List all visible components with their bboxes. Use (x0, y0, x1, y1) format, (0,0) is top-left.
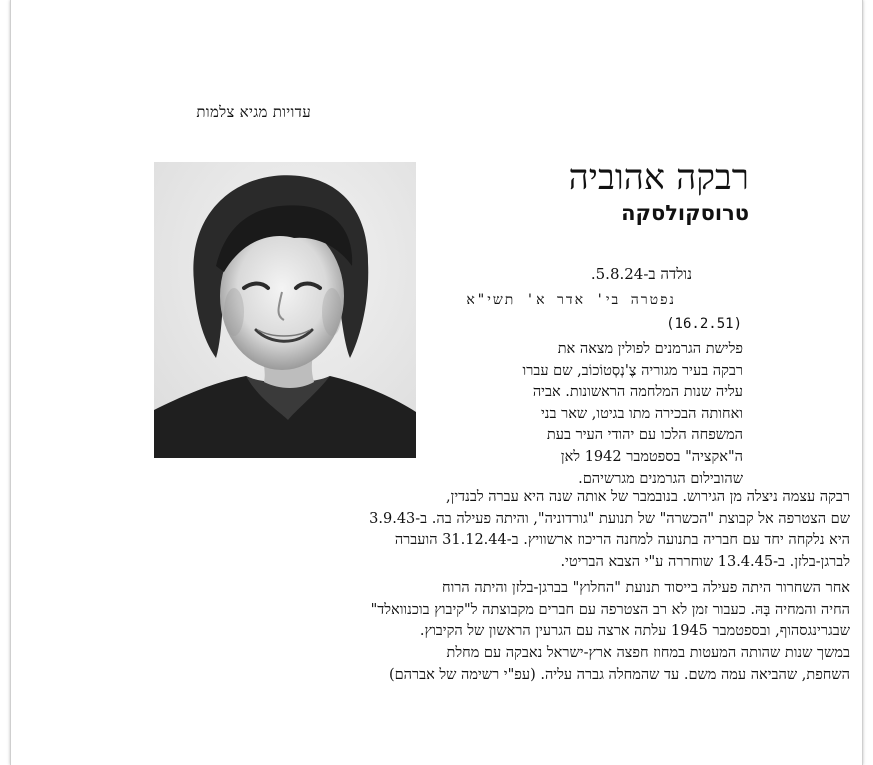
text-line: ה"אקציה" בספטמבר 1942 לאן (560, 448, 743, 465)
death-date-gregorian: (16.2.51) (666, 316, 742, 332)
person-surname: טרוסקולסקה (621, 201, 749, 225)
paragraph-4 (140, 643, 850, 686)
text-line: שם הצטרפה אל קבוצת "הכשרה" של תנועת "גורדוניה", והיתה פעילה בה. ב-3.9.43 (369, 510, 850, 527)
paragraph-1 (423, 339, 743, 490)
text-line: רבקה בעיר מגוריה צֶ'נְסְטוֹכוֹב, שם עברו (522, 362, 743, 379)
text-line: אחר השחרור היתה פעילה בייסוד תנועת "החלוץ" בברגן-בלזן והיתה הרוח (441, 580, 850, 596)
text-line: במשך שנות שהותה המעטות במחוז חפצה ארץ-ישראל נאבקה עם מחלת (446, 645, 850, 661)
text-line: רבקה עצמה ניצלה מן הגירוש. בנובמבר של אותה שנה היא עברה לבנדין, (446, 489, 850, 505)
text-line: עליה שנות המלחמה הראשונות. אביה (532, 384, 743, 401)
birth-date: נולדה ב-5.8.24. (590, 265, 692, 283)
text-line: ואחותה הבכירה מתו בגיטו, שאר בני (540, 405, 743, 422)
text-line: לברגן-בלזן. ב-13.4.45 שוחררה ע"י הצבא הבריטי. (560, 553, 850, 570)
text-line: פלישת הגרמנים לפולין מצאה את (557, 341, 743, 357)
text-line: שהובילום הגרמנים מגרשיהם. (578, 470, 743, 487)
portrait-photo (154, 162, 416, 458)
person-name: רבקה אהוביה (568, 158, 749, 198)
text-line: היא נלקחה יחד עם חבריה בתנועה למחנה הריכוז ארשוויץ. ב-31.12.44 הועברה (394, 532, 850, 549)
death-date-hebrew: נפטרה בי' אדר א' תשי"א (466, 292, 676, 308)
document-page (10, 0, 863, 765)
text-line: המשפחה הלכו עם יהודי העיר בעת (546, 427, 743, 444)
paragraph-3 (140, 578, 850, 643)
text-line: שבגרינגסהוף, ובספטמבר 1945 עלתה ארצה עם הגרעין הראשון של הקיבוץ. (419, 623, 850, 640)
series-title: עדויות מגיא צלמות (196, 103, 311, 121)
paragraph-2 (140, 487, 850, 573)
text-line: השחפת, שהביאה עמה משם. עד שהמחלה גברה עליה. (עפ"י רשימה של אברהם) (388, 666, 850, 683)
text-line: החיה והמחיה בָּהּ. כעבור זמן לא רב הצטרפה עם חברים מקבוצתה ל"קיבוץ בוכנוואלד" (370, 601, 850, 618)
